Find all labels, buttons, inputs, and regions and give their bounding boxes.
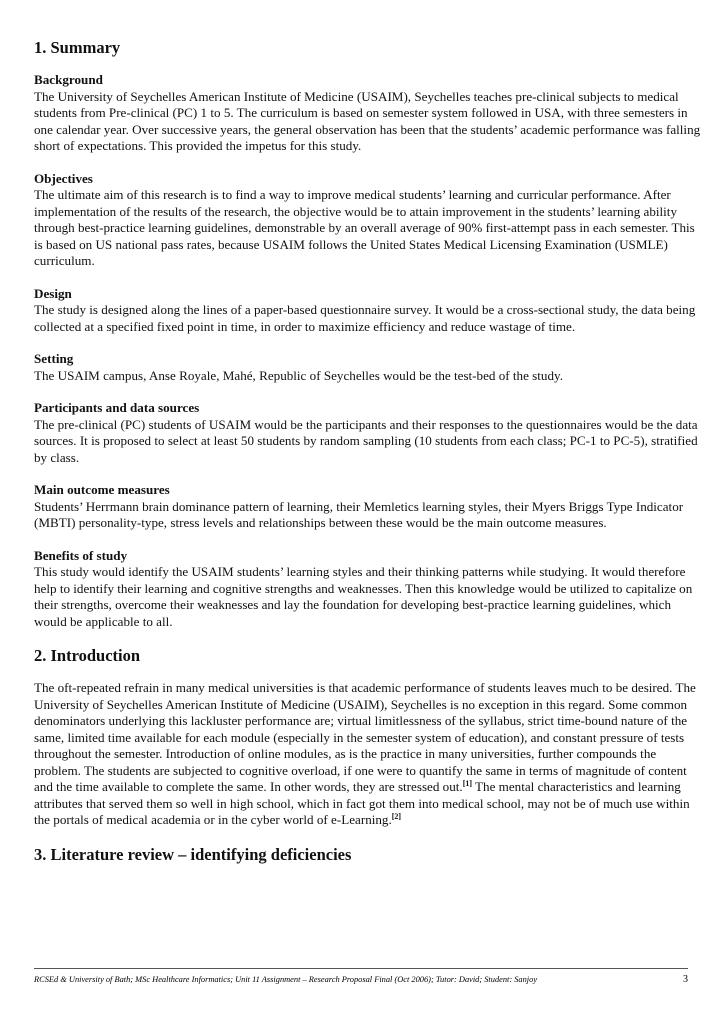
page-footer <box>34 968 688 985</box>
participants-block <box>34 400 706 466</box>
design-block <box>34 286 706 336</box>
background-heading: Background <box>34 72 103 87</box>
summary-title: 1. Summary <box>34 38 121 57</box>
objectives-block <box>34 171 706 270</box>
benefits-heading: Benefits of study <box>34 547 128 563</box>
literature-title: 3. Literature review – identifying deficiencies <box>34 844 352 864</box>
outcome-block <box>34 482 706 532</box>
introduction-text-part2: The mental characteristics and learning attributes that served them so well in high school, which in fact got them into medical school, may not be of much use within the portals of medical academia or in the cyber world of e-Learning. <box>34 779 690 827</box>
setting-block <box>34 351 706 384</box>
introduction-text <box>34 680 706 829</box>
participants-heading: Participants and data sources <box>34 400 200 415</box>
introduction-title: 2. Introduction <box>34 646 141 665</box>
introduction-text-part1: The oft-repeated refrain in many medical universities is that academic performance of students leaves much to be desired. The University of Seychelles American Institute of Medicine (USAIM), Seychelles is no exception in this regard. Some common denominators underlying this lackluster performance are; virtual limitlessness of the syllabus, strict time-bound nature of the same, limited time available for each module (especially in the semester system of education), and constant pressure of tests throughout the semester. Introduction of online modules, as is the practice in many universities, further compounds the problem. The students are subjected to cognitive overload, if one were to quantify the same in terms of magnitude of content and the time available to complete the same. In other words, they are stressed out. <box>34 680 696 794</box>
design-heading: Design <box>34 285 72 301</box>
design-text: The study is designed along the lines of a paper-based questionnaire survey. It would be a cross-sectional study, the data being collected at a specified fixed point in time, in order to maximize efficiency and reduce wastage of time. <box>34 302 696 334</box>
objectives-text: The ultimate aim of this research is to find a way to improve medical students’ learning and curricular performance. After implementation of the results of the research, the objective would be to attain improvement in the students’ learning ability through best-practice learning guidelines, demonstrable by an overall average of 90% first-attempt pass in each semester. This is based on US national pass rates, because USAIM follows the United States Medical Licensing Examination (USMLE) curriculum. <box>34 187 695 268</box>
setting-text: The USAIM campus, Anse Royale, Mahé, Republic of Seychelles would be the test-bed of the study. <box>34 367 563 383</box>
background-text: The University of Seychelles American Institute of Medicine (USAIM), Seychelles teaches pre-clinical subjects to medical students from Pre-clinical (PC) 1 to 5. The curriculum is based on semester system followed in USA, with three semesters in one calendar year. Over successive years, the general observation has been that the students’ academic performance was falling short of expectations. This provided the impetus for this study. <box>34 88 701 153</box>
outcome-heading: Main outcome measures <box>34 482 170 497</box>
participants-text: The pre-clinical (PC) students of USAIM would be the participants and their responses to the questionnaires would be the data sources. It is proposed to select at least 50 students by random sampling (10 students from each class; PC-1 to PC-5), stratified by class. <box>34 416 698 465</box>
objectives-heading: Objectives <box>34 170 93 186</box>
outcome-text: Students’ Herrmann brain dominance pattern of learning, their Memletics learning styles, their Myers Briggs Type Indicator (MBTI) personality-type, stress levels and relationships between these would be the main outcome measures. <box>34 498 684 530</box>
setting-heading: Setting <box>34 351 74 366</box>
footer-text: RCSEd & University of Bath; MSc Healthcare Informatics; Unit 11 Assignment – Research Proposal Final (Oct 2006); Tutor: David; Student: Sanjoy <box>34 975 538 984</box>
reference-1: [1] <box>462 779 473 788</box>
benefits-text: This study would identify the USAIM students’ learning styles and their thinking patterns while studying. It would therefore help to identify their learning and cognitive strengths and weaknesses. Then this knowledge would be utilized to capitalize on their strengths, overcome their weaknesses and lay the foundation for developing best-practice learning guidelines, which would be applicable to all. <box>34 564 693 629</box>
reference-2: [2] <box>391 812 402 821</box>
page-number: 3 <box>683 974 688 985</box>
benefits-block <box>34 548 706 631</box>
background-block <box>34 72 706 155</box>
